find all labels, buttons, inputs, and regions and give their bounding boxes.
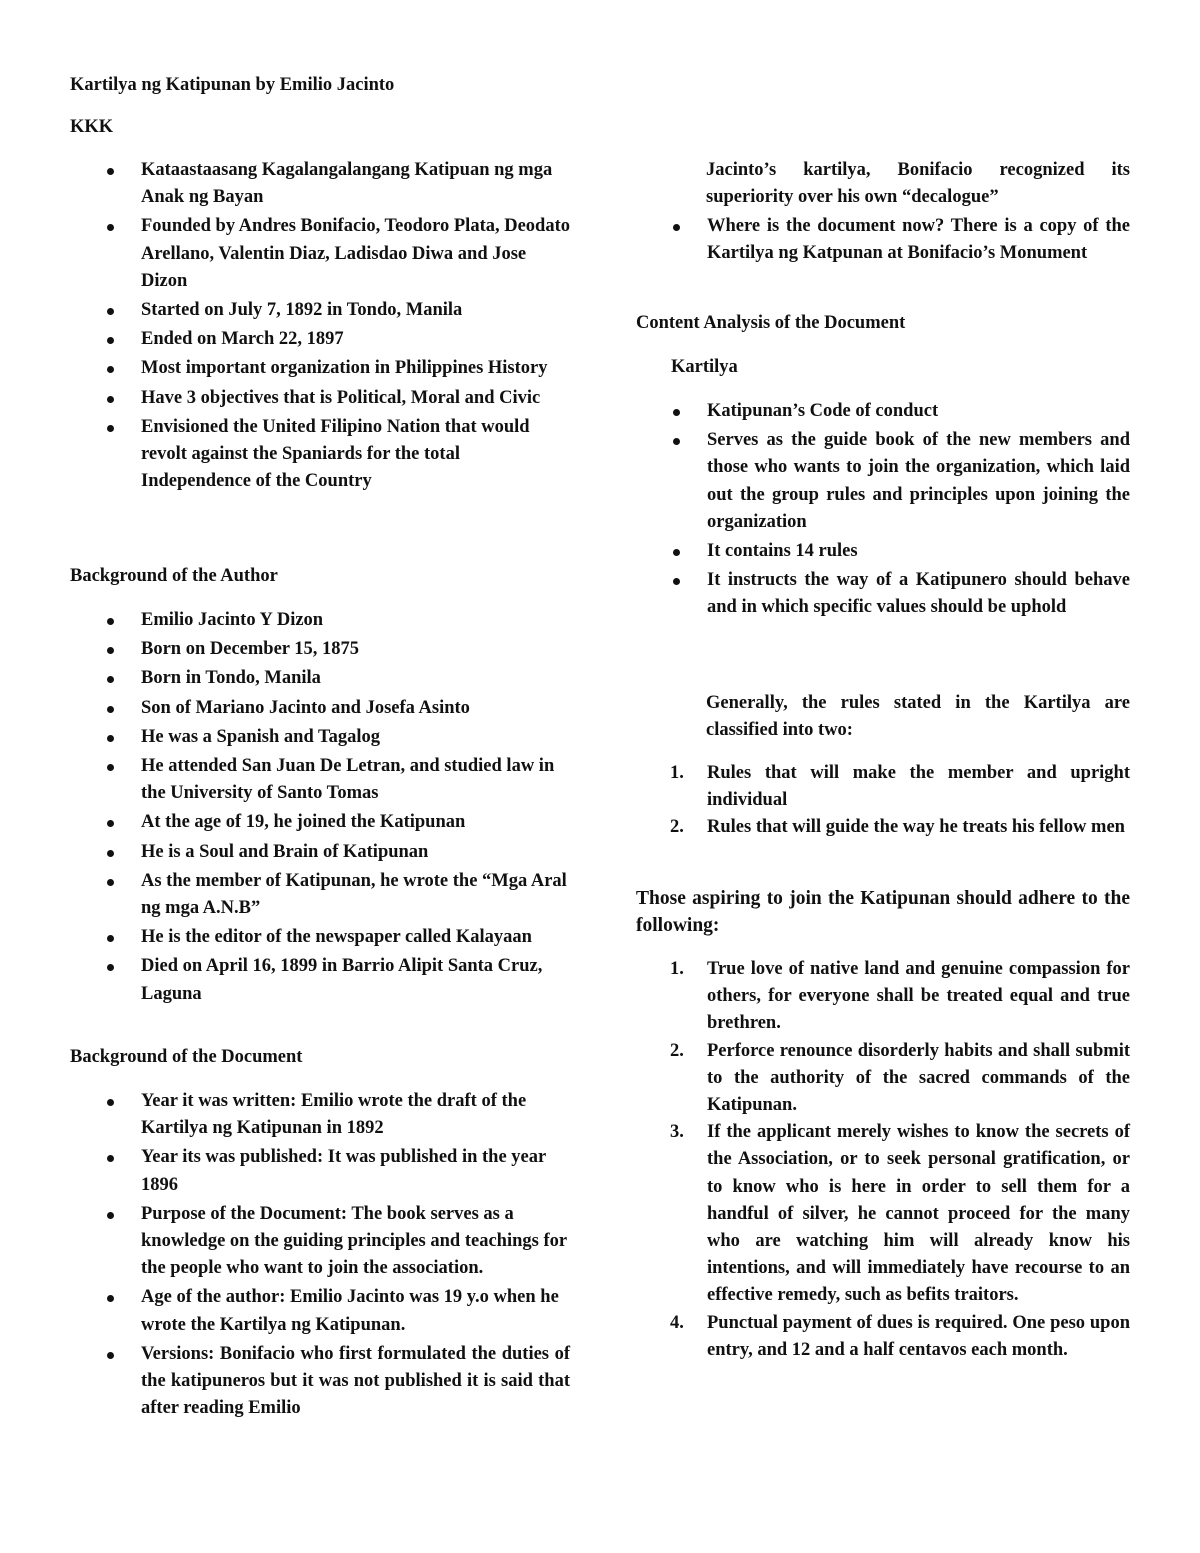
list-item: Serves as the guide book of the new members and those who wants to join the organization, which laid out the group rules and principles upon joining the organization <box>636 427 1130 536</box>
item-label: Where is the document now? <box>707 216 945 236</box>
list-item <box>70 1144 570 1198</box>
list-item <box>636 956 1130 1038</box>
list-item: Died on April 16, 1899 in Barrio Alipit Santa Cruz, Laguna <box>70 953 570 1007</box>
list-item: Envisioned the United Filipino Nation that would revolt against the Spaniards for the total Independence of the Country <box>70 414 570 496</box>
item-text: Emilio wrote the draft of the Kartilya ng Katipunan in 1892 <box>141 1091 527 1139</box>
document-background-heading: Background of the Document <box>70 1047 303 1067</box>
document-title: Kartilya ng Katipunan by Emilio Jacinto <box>70 75 395 95</box>
list-item: He was a Spanish and Tagalog <box>70 724 570 751</box>
item-text: Rules that will make the member and upright individual <box>707 763 1130 811</box>
classification-list <box>636 760 1130 842</box>
item-text: The book serves as a knowledge on the guiding principles and teachings for the people who want to join the association. <box>141 1203 567 1279</box>
item-text: Bonifacio who first formulated the duties of the katipuneros but it was not published it is said that after reading Emilio <box>141 1343 570 1419</box>
item-text: Perforce renounce disorderly habits and shall submit to the authority of the sacred commands of the Katipunan. <box>707 1040 1130 1116</box>
katipunan-rules-list <box>636 956 1130 1364</box>
list-item: Son of Mariano Jacinto and Josefa Asinto <box>70 695 570 722</box>
item-text: Rules that will guide the way he treats his fellow men <box>707 817 1125 838</box>
list-item: Founded by Andres Bonifacio, Teodoro Plata, Deodato Arellano, Valentin Diaz, Ladisdao Diwa and Jose Dizon <box>70 213 570 295</box>
list-item: As the member of Katipunan, he wrote the “Mga Aral ng mga A.N.B” <box>70 868 570 922</box>
author-heading: Background of the Author <box>70 566 278 586</box>
kartilya-subheading: Kartilya <box>671 357 738 377</box>
versions-continuation: Jacinto’s kartilya, Bonifacio recognized its superiority over his own “decalogue” <box>706 160 1130 208</box>
list-item: He is the editor of the newspaper called Kalayaan <box>70 924 570 951</box>
list-item <box>636 1119 1130 1309</box>
author-list <box>70 607 570 1010</box>
item-label: Purpose of the Document: <box>141 1203 348 1224</box>
list-item: Ended on March 22, 1897 <box>70 326 570 353</box>
list-item: At the age of 19, he joined the Katipunan <box>70 809 570 836</box>
item-label: Year it was written: <box>141 1091 297 1111</box>
analysis-heading: Content Analysis of the Document <box>636 313 906 333</box>
aspiring-heading: Those aspiring to join the Katipunan should adhere to the following: <box>636 888 1130 937</box>
list-item <box>70 1284 570 1338</box>
list-item: Have 3 objectives that is Political, Moral and Civic <box>70 385 570 412</box>
item-label: Age of the author: <box>141 1287 286 1308</box>
list-item: Emilio Jacinto Y Dizon <box>70 607 570 634</box>
list-item: He is a Soul and Brain of Katipunan <box>70 839 570 866</box>
document-location-list <box>636 213 1130 269</box>
kkk-heading: KKK <box>70 117 114 137</box>
list-item <box>636 760 1130 814</box>
list-item: Kataastaasang Kagalangalangang Katipuan ng mga Anak ng Bayan <box>70 157 570 211</box>
item-text: If the applicant merely wishes to know the secrets of the Association, or to seek personal gratification, or to know who is here in order to sell them for a handful of silver, he cannot proceed for the many who are watching him will already know his intentions, and will immediately have recourse to an effective remedy, such as befits traitors. <box>707 1122 1130 1306</box>
list-item <box>636 1038 1130 1120</box>
list-item: He attended San Juan De Letran, and studied law in the University of Santo Tomas <box>70 753 570 807</box>
item-number: 2. <box>670 1040 684 1061</box>
list-item: Most important organization in Philippines History <box>70 355 570 382</box>
kkk-list <box>70 157 570 497</box>
list-item <box>70 1088 570 1142</box>
item-text: Emilio Jacinto was 19 y.o when he wrote the Kartilya ng Katipunan. <box>141 1287 559 1335</box>
item-text: It was published in the year 1896 <box>141 1147 546 1195</box>
item-number: 1. <box>670 763 684 783</box>
list-item: It contains 14 rules <box>636 538 1130 565</box>
list-item <box>636 213 1130 267</box>
item-text: There is a copy of the Kartilya ng Katpunan at Bonifacio’s Monument <box>707 216 1130 264</box>
item-text: Punctual payment of dues is required. One peso upon entry, and 12 and a half centavos each month. <box>707 1312 1130 1360</box>
item-number: 3. <box>670 1122 684 1143</box>
list-item <box>636 1310 1130 1364</box>
kartilya-list <box>636 398 1130 624</box>
item-label: Versions: <box>141 1343 215 1364</box>
item-text: True love of native land and genuine compassion for others, for everyone shall be treated equal and true brethren. <box>707 959 1130 1034</box>
list-item <box>636 814 1130 841</box>
document-background-list <box>70 1088 570 1424</box>
list-item: Started on July 7, 1892 in Tondo, Manila <box>70 297 570 324</box>
list-item <box>70 1201 570 1283</box>
list-item: Katipunan’s Code of conduct <box>636 398 1130 425</box>
classification-intro: Generally, the rules stated in the Kartilya are classified into two: <box>706 693 1130 741</box>
list-item <box>70 1341 570 1423</box>
list-item: Born in Tondo, Manila <box>70 665 570 692</box>
item-number: 4. <box>670 1312 684 1333</box>
list-item: Born on December 15, 1875 <box>70 636 570 663</box>
item-number: 2. <box>670 817 684 838</box>
list-item: It instructs the way of a Katipunero should behave and in which specific values should be uphold <box>636 567 1130 621</box>
item-label: Year its was published: <box>141 1147 324 1168</box>
item-number: 1. <box>670 959 684 979</box>
